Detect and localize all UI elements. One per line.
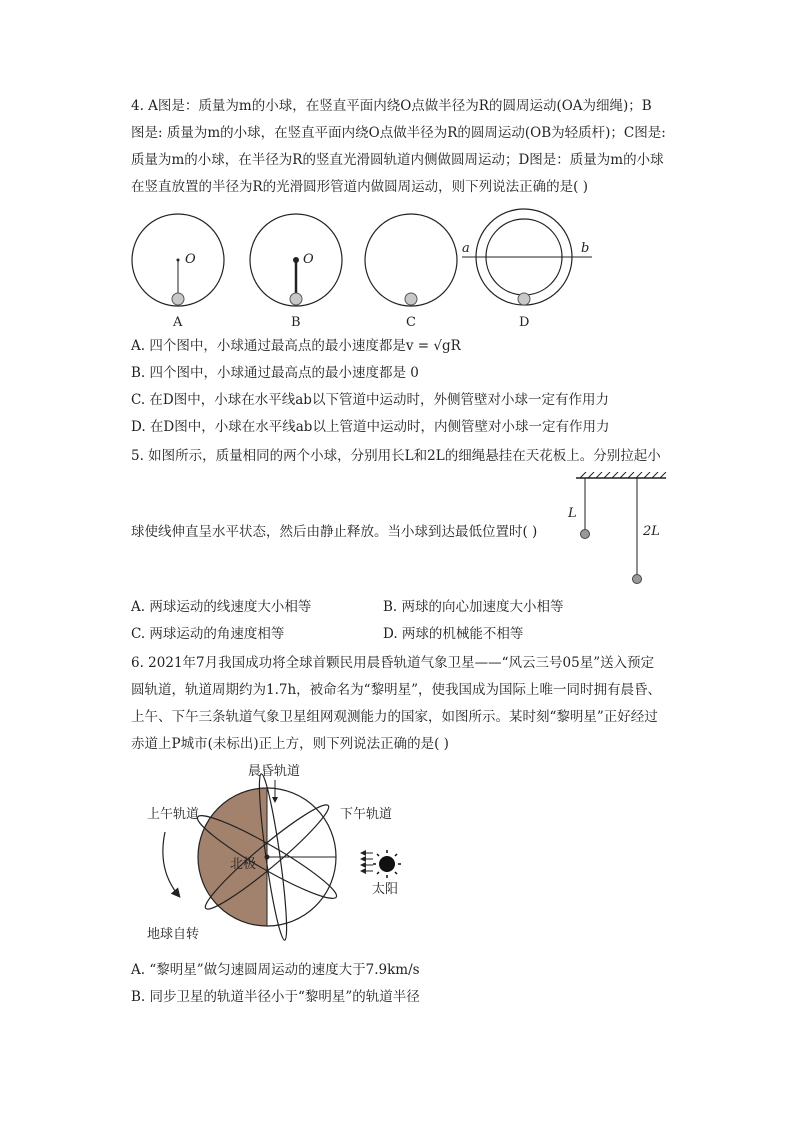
ball-b [290, 293, 302, 305]
q4-figure [125, 205, 605, 335]
q5-option-c: C. 两球运动的角速度相等 [131, 626, 285, 642]
center-label-a: O [185, 252, 196, 267]
q6-line-1: 6. 2021年7月我国成功将全球首颗民用晨昏轨道气象卫星——“风云三号05星”送入预定 [131, 655, 655, 671]
rotation-label: 地球自转 [147, 927, 200, 942]
ceiling-hatch [580, 472, 666, 478]
circle-c [365, 214, 457, 306]
q5-line-1: 5. 如图所示，质量相同的两个小球，分别用长L和2L的细绳悬挂在天花板上。分别拉起小 [131, 448, 661, 464]
q5-line-2: 球使线伸直呈水平状态，然后由静止释放。当小球到达最低位置时( ) [131, 524, 538, 540]
q5-figure [560, 472, 680, 592]
q6-line-2: 圆轨道，轨道周期约为1.7h，被命名为“黎明星”，使我国成为国际上唯一同时拥有晨昏、 [131, 682, 661, 698]
short-length-label: L [568, 506, 577, 521]
center-dot-b [293, 257, 299, 263]
q4-line-3: 质量为m的小球，在半径为R的竖直光滑圆轨道内侧做圆周运动；D图是：质量为m的小球 [131, 152, 664, 168]
ball-a [172, 293, 184, 305]
q6-option-b: B. 同步卫星的轨道半径小于“黎明星”的轨道半径 [131, 989, 420, 1005]
long-length-label: 2L [643, 524, 660, 539]
north-pole-dot [265, 855, 270, 860]
q4-option-d: D. 在D图中，小球在水平线ab以上管道中运动时，内侧管壁对小球一定有作用力 [131, 419, 610, 435]
center-dot-a [177, 259, 180, 262]
q4-option-b: B. 四个图中，小球通过最高点的最小速度都是 0 [131, 365, 419, 381]
dusk-orbit-label: 晨昏轨道 [248, 764, 301, 779]
long-ball [633, 575, 642, 584]
rotation-arrow [163, 832, 179, 896]
pm-orbit-label: 下午轨道 [340, 807, 393, 822]
point-a-label: a [462, 241, 470, 256]
q4-option-c: C. 在D图中，小球在水平线ab以下管道中运动时，外侧管壁对小球一定有作用力 [131, 392, 609, 408]
q6-line-3: 上午、下午三条轨道气象卫星组网观测能力的国家，如图所示。某时刻“黎明星”正好经过 [131, 709, 658, 725]
sun-label: 太阳 [372, 882, 399, 897]
label-a: A [173, 315, 183, 330]
label-b: B [291, 315, 301, 330]
q5-option-b: B. 两球的向心加速度大小相等 [383, 599, 564, 615]
q6-line-4: 赤道上P城市(未标出)正上方，则下列说法正确的是( ) [131, 736, 449, 752]
q4-line-1: 4. A图是：质量为m的小球，在竖直平面内绕O点做半径为R的圆周运动(OA为细绳)；B [131, 98, 652, 114]
q6-figure [135, 760, 425, 955]
q5-option-d: D. 两球的机械能不相等 [383, 626, 524, 642]
center-label-b: O [303, 252, 314, 267]
q4-line-2: 图是: 质量为m的小球，在竖直平面内绕O点做半径为R的圆周运动(OB为轻质杆)；C图是: [131, 125, 666, 141]
label-c: C [406, 315, 416, 330]
q6-option-a: A. “黎明星”做匀速圆周运动的速度大于7.9km/s [131, 962, 420, 978]
q5-option-a: A. 两球运动的线速度大小相等 [131, 599, 312, 615]
sun-icon [373, 850, 401, 878]
point-b-label: b [581, 241, 590, 256]
short-ball [581, 530, 590, 539]
q4-line-4: 在竖直放置的半径为R的光滑圆形管道内做圆周运动，则下列说法正确的是( ) [131, 179, 588, 195]
ball-c [405, 293, 417, 305]
ball-d [518, 293, 530, 305]
sunlight-arrows [361, 853, 373, 871]
q4-option-a: A. 四个图中，小球通过最高点的最小速度都是v = √gR [131, 338, 461, 354]
am-orbit-label: 上午轨道 [147, 807, 200, 822]
label-d: D [519, 315, 530, 330]
north-pole-label: 北极 [230, 857, 257, 872]
